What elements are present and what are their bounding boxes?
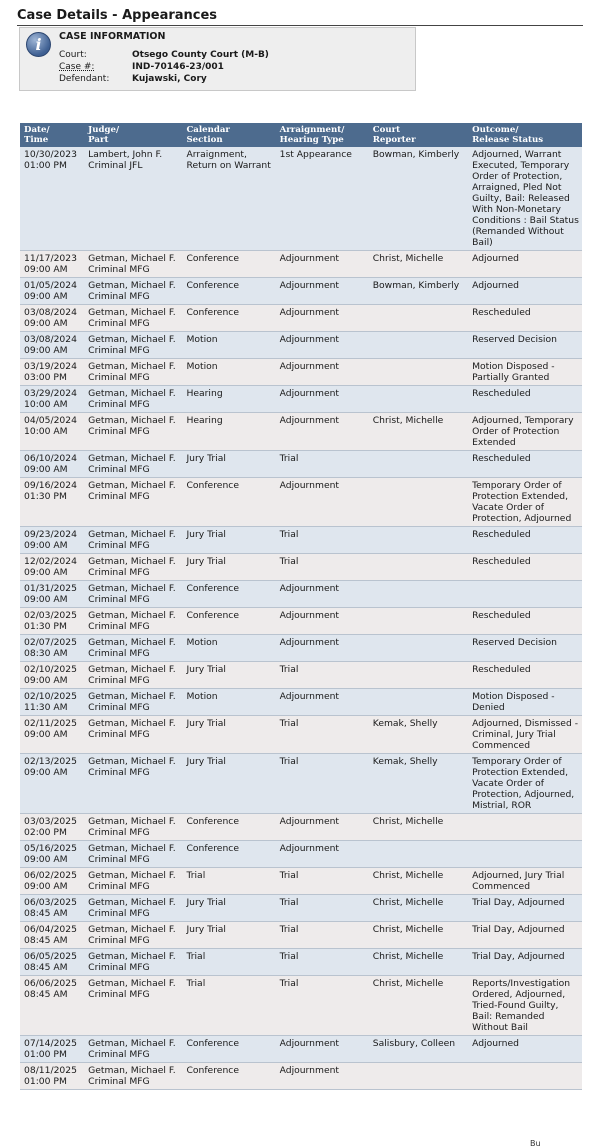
- cell-outcome: Reserved Decision: [468, 332, 582, 359]
- cell-judge-part: Getman, Michael F. Criminal MFG: [84, 841, 182, 868]
- cell-calendar-section: Jury Trial: [182, 922, 275, 949]
- cell-outcome: Trial Day, Adjourned: [468, 922, 582, 949]
- cell-calendar-section: Jury Trial: [182, 527, 275, 554]
- table-row: [20, 814, 582, 841]
- cell-judge-part: Getman, Michael F. Criminal MFG: [84, 278, 182, 305]
- cell-court-reporter: Christ, Michelle: [369, 922, 468, 949]
- cell-court-reporter: [369, 332, 468, 359]
- cell-court-reporter: Bowman, Kimberly: [369, 147, 468, 251]
- table-row: [20, 278, 582, 305]
- cell-date-time: 07/14/2025 01:00 PM: [20, 1036, 84, 1063]
- info-icon: i: [26, 32, 51, 57]
- cell-outcome: Motion Disposed - Denied: [468, 689, 582, 716]
- cell-judge-part: Getman, Michael F. Criminal MFG: [84, 754, 182, 814]
- cell-calendar-section: Jury Trial: [182, 754, 275, 814]
- cell-calendar-section: Motion: [182, 359, 275, 386]
- cell-outcome: Adjourned: [468, 251, 582, 278]
- cell-judge-part: Getman, Michael F. Criminal MFG: [84, 814, 182, 841]
- cell-date-time: 02/13/2025 09:00 AM: [20, 754, 84, 814]
- cell-hearing-type: Trial: [276, 949, 369, 976]
- table-row: [20, 478, 582, 527]
- table-row: [20, 359, 582, 386]
- table-row: [20, 949, 582, 976]
- cell-hearing-type: Adjournment: [276, 251, 369, 278]
- cell-outcome: [468, 841, 582, 868]
- cell-hearing-type: Trial: [276, 527, 369, 554]
- cell-court-reporter: [369, 554, 468, 581]
- cell-judge-part: Getman, Michael F. Criminal MFG: [84, 976, 182, 1036]
- cell-calendar-section: Jury Trial: [182, 716, 275, 754]
- cell-calendar-section: Trial: [182, 868, 275, 895]
- cell-hearing-type: Adjournment: [276, 386, 369, 413]
- case-number-value: IND-70146-23/001: [132, 62, 224, 72]
- cell-court-reporter: [369, 689, 468, 716]
- cell-calendar-section: Conference: [182, 478, 275, 527]
- cell-outcome: Rescheduled: [468, 305, 582, 332]
- header-calendar-section: Calendar Section: [182, 123, 275, 147]
- cell-date-time: 03/19/2024 03:00 PM: [20, 359, 84, 386]
- cell-court-reporter: [369, 1063, 468, 1090]
- header-date-time: Date/ Time: [20, 123, 84, 147]
- cell-court-reporter: Salisbury, Colleen: [369, 1036, 468, 1063]
- cell-court-reporter: [369, 451, 468, 478]
- defendant-value: Kujawski, Cory: [132, 74, 207, 84]
- cell-judge-part: Getman, Michael F. Criminal MFG: [84, 386, 182, 413]
- table-row: [20, 662, 582, 689]
- cell-hearing-type: Adjournment: [276, 581, 369, 608]
- cell-calendar-section: Conference: [182, 581, 275, 608]
- cell-calendar-section: Conference: [182, 278, 275, 305]
- table-row: [20, 147, 582, 251]
- cell-outcome: Adjourned: [468, 278, 582, 305]
- cell-hearing-type: Adjournment: [276, 478, 369, 527]
- cell-hearing-type: Trial: [276, 554, 369, 581]
- cell-date-time: 06/10/2024 09:00 AM: [20, 451, 84, 478]
- cell-calendar-section: Motion: [182, 635, 275, 662]
- cell-hearing-type: Adjournment: [276, 413, 369, 451]
- cell-date-time: 11/17/2023 09:00 AM: [20, 251, 84, 278]
- cell-hearing-type: Adjournment: [276, 332, 369, 359]
- cell-date-time: 12/02/2024 09:00 AM: [20, 554, 84, 581]
- defendant-label: Defendant:: [59, 74, 110, 84]
- cell-outcome: Adjourned, Jury Trial Commenced: [468, 868, 582, 895]
- case-information-heading: CASE INFORMATION: [59, 31, 166, 42]
- table-row: [20, 895, 582, 922]
- table-row: [20, 689, 582, 716]
- cell-date-time: 01/31/2025 09:00 AM: [20, 581, 84, 608]
- cell-outcome: Adjourned, Dismissed - Criminal, Jury Trial Commenced: [468, 716, 582, 754]
- cell-court-reporter: Christ, Michelle: [369, 413, 468, 451]
- cell-outcome: Reserved Decision: [468, 635, 582, 662]
- cell-calendar-section: Motion: [182, 332, 275, 359]
- table-row: [20, 527, 582, 554]
- cell-date-time: 09/23/2024 09:00 AM: [20, 527, 84, 554]
- cell-court-reporter: [369, 635, 468, 662]
- table-row: [20, 1036, 582, 1063]
- cell-judge-part: Getman, Michael F. Criminal MFG: [84, 1036, 182, 1063]
- table-row: [20, 635, 582, 662]
- table-row: [20, 581, 582, 608]
- cell-judge-part: Getman, Michael F. Criminal MFG: [84, 554, 182, 581]
- cell-judge-part: Getman, Michael F. Criminal MFG: [84, 635, 182, 662]
- cell-court-reporter: [369, 527, 468, 554]
- cell-calendar-section: Motion: [182, 689, 275, 716]
- cell-court-reporter: [369, 662, 468, 689]
- cell-hearing-type: Trial: [276, 868, 369, 895]
- cell-date-time: 02/03/2025 01:30 PM: [20, 608, 84, 635]
- court-label: Court:: [59, 50, 87, 60]
- table-row: [20, 332, 582, 359]
- cell-calendar-section: Jury Trial: [182, 554, 275, 581]
- cell-calendar-section: Conference: [182, 1036, 275, 1063]
- cell-outcome: Adjourned: [468, 1036, 582, 1063]
- cell-court-reporter: Christ, Michelle: [369, 251, 468, 278]
- cell-hearing-type: Trial: [276, 716, 369, 754]
- cell-date-time: 02/07/2025 08:30 AM: [20, 635, 84, 662]
- cell-court-reporter: Kemak, Shelly: [369, 716, 468, 754]
- cell-date-time: 03/29/2024 10:00 AM: [20, 386, 84, 413]
- cell-calendar-section: Conference: [182, 1063, 275, 1090]
- cell-date-time: 06/04/2025 08:45 AM: [20, 922, 84, 949]
- cell-hearing-type: Trial: [276, 662, 369, 689]
- table-row: [20, 413, 582, 451]
- cell-judge-part: Getman, Michael F. Criminal MFG: [84, 359, 182, 386]
- table-row: [20, 868, 582, 895]
- cell-date-time: 02/11/2025 09:00 AM: [20, 716, 84, 754]
- cell-hearing-type: Adjournment: [276, 608, 369, 635]
- cell-outcome: Temporary Order of Protection Extended, Vacate Order of Protection, Adjourned, Mistrial, ROR: [468, 754, 582, 814]
- cell-court-reporter: [369, 478, 468, 527]
- cell-date-time: 06/05/2025 08:45 AM: [20, 949, 84, 976]
- cell-court-reporter: [369, 581, 468, 608]
- appearances-table-body: [20, 147, 582, 1090]
- cell-court-reporter: [369, 608, 468, 635]
- cell-judge-part: Getman, Michael F. Criminal MFG: [84, 413, 182, 451]
- cell-calendar-section: Conference: [182, 608, 275, 635]
- cell-judge-part: Getman, Michael F. Criminal MFG: [84, 922, 182, 949]
- cell-hearing-type: Trial: [276, 922, 369, 949]
- cell-judge-part: Getman, Michael F. Criminal MFG: [84, 716, 182, 754]
- cell-outcome: [468, 1063, 582, 1090]
- cell-judge-part: Getman, Michael F. Criminal MFG: [84, 608, 182, 635]
- cell-calendar-section: Jury Trial: [182, 662, 275, 689]
- table-row: [20, 451, 582, 478]
- cell-outcome: Adjourned, Warrant Executed, Temporary Order of Protection, Arraigned, Pled Not Guilty, Bail: Released With Non-Monetary Conditions : Bail Status (Remanded Without Bail): [468, 147, 582, 251]
- cell-judge-part: Getman, Michael F. Criminal MFG: [84, 478, 182, 527]
- table-header-row: [20, 123, 582, 147]
- cell-date-time: 08/11/2025 01:00 PM: [20, 1063, 84, 1090]
- case-information-panel: [19, 27, 416, 91]
- case-number-label: Case #:: [59, 62, 95, 72]
- cell-date-time: 01/05/2024 09:00 AM: [20, 278, 84, 305]
- cell-hearing-type: Adjournment: [276, 305, 369, 332]
- cell-date-time: 10/30/2023 01:00 PM: [20, 147, 84, 251]
- cell-hearing-type: Adjournment: [276, 278, 369, 305]
- cell-date-time: 04/05/2024 10:00 AM: [20, 413, 84, 451]
- cell-calendar-section: Conference: [182, 305, 275, 332]
- cell-hearing-type: Adjournment: [276, 1036, 369, 1063]
- header-hearing-type: Arraignment/ Hearing Type: [276, 123, 369, 147]
- header-judge-part: Judge/ Part: [84, 123, 182, 147]
- cell-judge-part: Getman, Michael F. Criminal MFG: [84, 949, 182, 976]
- cell-outcome: Temporary Order of Protection Extended, Vacate Order of Protection, Adjourned: [468, 478, 582, 527]
- cell-calendar-section: Conference: [182, 814, 275, 841]
- cell-date-time: 06/02/2025 09:00 AM: [20, 868, 84, 895]
- cell-date-time: 05/16/2025 09:00 AM: [20, 841, 84, 868]
- table-row: [20, 922, 582, 949]
- cell-judge-part: Getman, Michael F. Criminal MFG: [84, 332, 182, 359]
- cell-outcome: Rescheduled: [468, 451, 582, 478]
- cell-hearing-type: Trial: [276, 895, 369, 922]
- header-outcome: Outcome/ Release Status: [468, 123, 582, 147]
- cell-court-reporter: Christ, Michelle: [369, 895, 468, 922]
- cell-court-reporter: Christ, Michelle: [369, 976, 468, 1036]
- cell-court-reporter: [369, 305, 468, 332]
- cell-outcome: Motion Disposed - Partially Granted: [468, 359, 582, 386]
- cell-date-time: 06/06/2025 08:45 AM: [20, 976, 84, 1036]
- cell-calendar-section: Hearing: [182, 386, 275, 413]
- cell-judge-part: Getman, Michael F. Criminal MFG: [84, 1063, 182, 1090]
- cell-outcome: Rescheduled: [468, 554, 582, 581]
- cell-judge-part: Getman, Michael F. Criminal MFG: [84, 527, 182, 554]
- table-row: [20, 754, 582, 814]
- table-row: [20, 976, 582, 1036]
- cell-outcome: Rescheduled: [468, 662, 582, 689]
- cell-hearing-type: Adjournment: [276, 1063, 369, 1090]
- cell-judge-part: Getman, Michael F. Criminal MFG: [84, 581, 182, 608]
- cell-court-reporter: [369, 359, 468, 386]
- cell-date-time: 09/16/2024 01:30 PM: [20, 478, 84, 527]
- cell-date-time: 03/03/2025 02:00 PM: [20, 814, 84, 841]
- cell-date-time: 03/08/2024 09:00 AM: [20, 332, 84, 359]
- cell-outcome: [468, 814, 582, 841]
- cell-court-reporter: Christ, Michelle: [369, 868, 468, 895]
- cell-hearing-type: Trial: [276, 754, 369, 814]
- cell-outcome: [468, 581, 582, 608]
- header-court-reporter: Court Reporter: [369, 123, 468, 147]
- table-row: [20, 251, 582, 278]
- cell-outcome: Trial Day, Adjourned: [468, 949, 582, 976]
- cell-outcome: Rescheduled: [468, 527, 582, 554]
- cell-judge-part: Getman, Michael F. Criminal MFG: [84, 868, 182, 895]
- table-row: [20, 386, 582, 413]
- table-row: [20, 716, 582, 754]
- cell-judge-part: Getman, Michael F. Criminal MFG: [84, 689, 182, 716]
- cell-calendar-section: Hearing: [182, 413, 275, 451]
- cell-court-reporter: [369, 841, 468, 868]
- appearances-table: [20, 123, 582, 1090]
- cell-judge-part: Lambert, John F. Criminal JFL: [84, 147, 182, 251]
- table-row: [20, 305, 582, 332]
- cell-court-reporter: Bowman, Kimberly: [369, 278, 468, 305]
- footer-fragment: Bu: [530, 1139, 541, 1148]
- cell-date-time: 03/08/2024 09:00 AM: [20, 305, 84, 332]
- cell-hearing-type: Trial: [276, 451, 369, 478]
- cell-court-reporter: Kemak, Shelly: [369, 754, 468, 814]
- cell-date-time: 02/10/2025 09:00 AM: [20, 662, 84, 689]
- cell-outcome: Trial Day, Adjourned: [468, 895, 582, 922]
- table-row: [20, 608, 582, 635]
- cell-judge-part: Getman, Michael F. Criminal MFG: [84, 895, 182, 922]
- table-row: [20, 554, 582, 581]
- cell-hearing-type: Adjournment: [276, 841, 369, 868]
- cell-date-time: 02/10/2025 11:30 AM: [20, 689, 84, 716]
- cell-hearing-type: Adjournment: [276, 635, 369, 662]
- cell-court-reporter: Christ, Michelle: [369, 949, 468, 976]
- cell-calendar-section: Trial: [182, 976, 275, 1036]
- cell-calendar-section: Arraignment, Return on Warrant: [182, 147, 275, 251]
- cell-outcome: Rescheduled: [468, 608, 582, 635]
- cell-hearing-type: Adjournment: [276, 814, 369, 841]
- cell-calendar-section: Conference: [182, 841, 275, 868]
- cell-hearing-type: Adjournment: [276, 359, 369, 386]
- cell-calendar-section: Conference: [182, 251, 275, 278]
- cell-outcome: Rescheduled: [468, 386, 582, 413]
- page-title: Case Details - Appearances: [17, 8, 583, 26]
- cell-outcome: Adjourned, Temporary Order of Protection Extended: [468, 413, 582, 451]
- cell-judge-part: Getman, Michael F. Criminal MFG: [84, 662, 182, 689]
- cell-calendar-section: Jury Trial: [182, 451, 275, 478]
- cell-court-reporter: Christ, Michelle: [369, 814, 468, 841]
- cell-calendar-section: Jury Trial: [182, 895, 275, 922]
- cell-hearing-type: Trial: [276, 976, 369, 1036]
- cell-date-time: 06/03/2025 08:45 AM: [20, 895, 84, 922]
- cell-calendar-section: Trial: [182, 949, 275, 976]
- cell-judge-part: Getman, Michael F. Criminal MFG: [84, 451, 182, 478]
- cell-hearing-type: 1st Appearance: [276, 147, 369, 251]
- cell-judge-part: Getman, Michael F. Criminal MFG: [84, 305, 182, 332]
- cell-outcome: Reports/Investigation Ordered, Adjourned, Tried-Found Guilty, Bail: Remanded Without Bail: [468, 976, 582, 1036]
- table-row: [20, 841, 582, 868]
- cell-hearing-type: Adjournment: [276, 689, 369, 716]
- table-row: [20, 1063, 582, 1090]
- cell-court-reporter: [369, 386, 468, 413]
- court-value: Otsego County Court (M-B): [132, 50, 269, 60]
- cell-judge-part: Getman, Michael F. Criminal MFG: [84, 251, 182, 278]
